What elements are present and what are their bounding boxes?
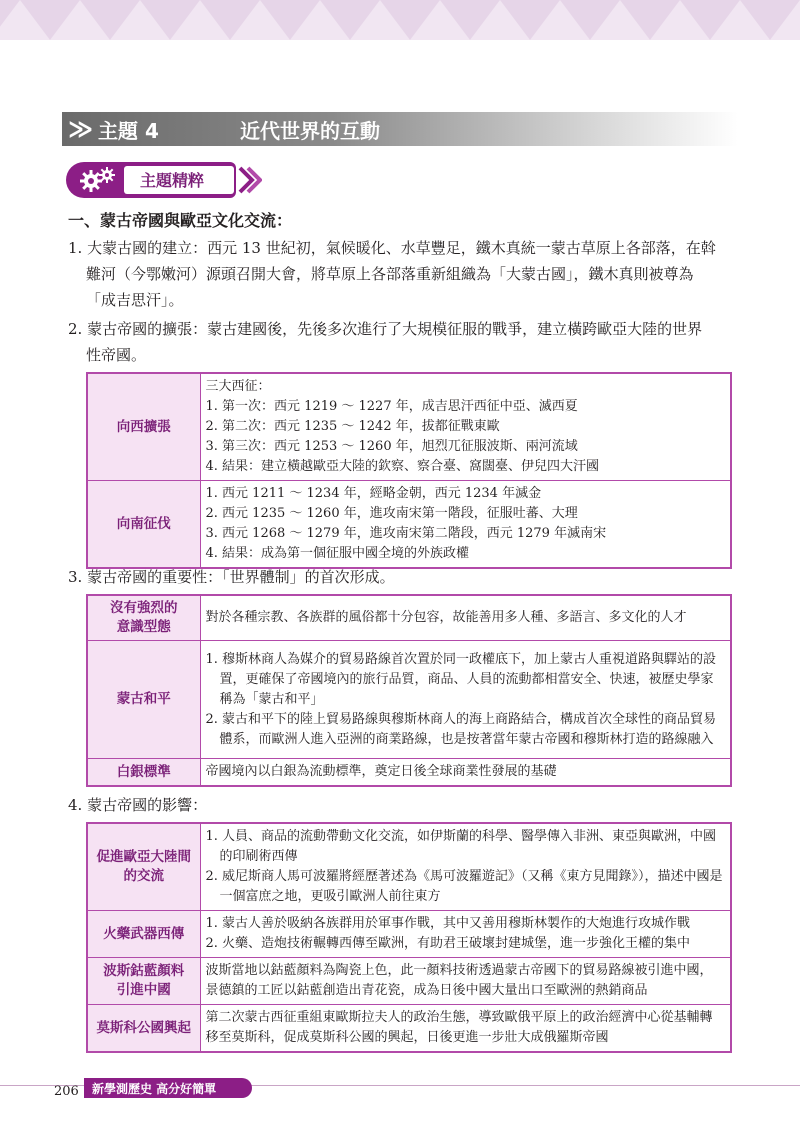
content-line: 三大西征： (205, 379, 271, 394)
footer-book-tab (84, 1078, 252, 1098)
item-1 (68, 235, 716, 313)
expansion-table (86, 372, 732, 569)
header-triangle-decoration (470, 0, 530, 40)
row-content (200, 823, 731, 911)
content-para: 2. 威尼斯商人馬可波羅將經歷著述為《馬可波羅遊記》（又稱《東方見聞錄》），描述中國是一個富庶之地，更吸引歐洲人前往東方 (205, 869, 723, 904)
header-band (0, 0, 800, 40)
table-row (87, 958, 731, 1005)
section-badge (66, 158, 258, 202)
header-triangle-decoration (170, 0, 230, 40)
content-line: 2. 第二次：西元 1235 ～ 1242 年，拔都征戰東歐 (205, 419, 500, 434)
content-para: 對於各種宗教、各族群的風俗都十分包容，故能善用多人種、多語言、多文化的人才 (205, 610, 687, 625)
row-key (87, 958, 200, 1005)
topic-number: 主題 4 (98, 119, 159, 143)
double-chevron-icon: ≫ (68, 115, 87, 143)
content-para: 帝國境內以白銀為流動標準，奠定日後全球商業性發展的基礎 (205, 764, 557, 779)
row-key (87, 823, 200, 911)
row-content (200, 958, 731, 1005)
table-row (87, 373, 731, 481)
content-line: 1. 西元 1211 ～ 1234 年，經略金朝，西元 1234 年滅金 (205, 486, 542, 501)
item-2 (68, 316, 702, 368)
content-line: 2. 西元 1235 ～ 1260 年，進攻南宋第一階段，征服吐蕃、大理 (205, 506, 578, 521)
row-key: 向南征伐 (87, 481, 200, 569)
row-key (87, 1005, 200, 1053)
row-content (200, 595, 731, 641)
content-para: 1. 穆斯林商人為媒介的貿易路線首次置於同一政權底下，加上蒙古人重視道路與驛站的設置，更確保了帝國境內的旅行品質，商品、人員的流動都相當安全、快速，被歷史學家稱為「蒙古和平」 (205, 651, 717, 707)
item-2-line: 2. 蒙古帝國的擴張：蒙古建國後，先後多次進行了大規模征服的戰爭，建立橫跨歐亞大陸的世界 (68, 320, 703, 338)
table-row (87, 759, 731, 787)
table-row (87, 911, 731, 958)
key-line: 沒有強烈的 (110, 600, 178, 616)
header-triangle-decoration (650, 0, 710, 40)
table-row (87, 595, 731, 641)
topic-title: 近代世界的互動 (240, 119, 380, 143)
badge-label: 主題精粹 (140, 171, 205, 190)
row-content (200, 1005, 731, 1053)
section-heading: 一、蒙古帝國與歐亞文化交流： (68, 211, 293, 230)
content-para: 2. 火藥、造炮技術輾轉西傳至歐洲，有助君王破壞封建城堡，進一步強化王權的集中 (205, 936, 691, 951)
importance-table (86, 594, 732, 787)
header-triangle-decoration (230, 0, 290, 40)
content-para: 2. 蒙古和平下的陸上貿易路線與穆斯林商人的海上商路結合，構成首次全球性的商品貿易體系，而歐洲人進入亞洲的商業路線，也是按著當年蒙古帝國和穆斯林打造的路線融入 (205, 711, 717, 747)
item-2-line: 性帝國。 (86, 346, 147, 364)
row-key (87, 911, 200, 958)
key-line: 波斯鈷藍顏料 (103, 963, 185, 979)
row-content (200, 641, 731, 759)
topic-heading (62, 112, 738, 146)
row-content (200, 481, 731, 569)
header-triangle-decoration (0, 0, 50, 40)
table-row (87, 641, 731, 759)
book-title: 新學測歷史 高分好簡單 (92, 1082, 217, 1096)
page-number: 206 (54, 1084, 79, 1099)
row-content (200, 373, 731, 481)
row-key (87, 641, 200, 759)
row-key: 向西擴張 (87, 373, 200, 481)
item-3: 3. 蒙古帝國的重要性：「世界體制」的首次形成。 (68, 568, 395, 586)
header-triangle-decoration (710, 0, 770, 40)
row-content (200, 911, 731, 958)
key-line: 引進中國 (116, 982, 171, 998)
row-content (200, 759, 731, 787)
key-line: 意識型態 (116, 619, 171, 635)
row-key (87, 759, 200, 787)
table-row (87, 823, 731, 911)
content-para: 1. 人員、商品的流動帶動文化交流，如伊斯蘭的科學、醫學傳入非洲、東亞與歐洲，中國的印刷術西傳 (205, 829, 717, 864)
header-triangle-decoration (410, 0, 470, 40)
chevron-right-icon (234, 164, 262, 196)
content-line: 1. 第一次：西元 1219 ～ 1227 年，成吉思汗西征中亞、滅西夏 (205, 399, 578, 414)
row-key (87, 595, 200, 641)
header-triangle-decoration (110, 0, 170, 40)
header-triangle-decoration (590, 0, 650, 40)
gears-icon (78, 166, 118, 194)
content-line: 3. 第三次：西元 1253 ～ 1260 年，旭烈兀征服波斯、兩河流域 (205, 439, 578, 454)
content-para: 第二次蒙古西征重組東歐斯拉夫人的政治生態，導致歐俄平原上的政治經濟中心從基輔轉移至莫斯科，促成莫斯科公國的興起，日後更進一步壯大成俄羅斯帝國 (205, 1010, 713, 1045)
header-triangle-decoration (350, 0, 410, 40)
content-line: 4. 結果：成為第一個征服中國全境的外族政權 (205, 546, 470, 561)
key-line: 的交流 (123, 868, 164, 884)
header-triangle-decoration (770, 0, 800, 40)
content-line: 4. 結果：建立橫越歐亞大陸的欽察、察合臺、窩闊臺、伊兒四大汗國 (205, 459, 600, 474)
key-line: 蒙古和平 (116, 691, 171, 707)
content-line: 3. 西元 1268 ～ 1279 年，進攻南宋第二階段，西元 1279 年滅南宋 (205, 526, 607, 541)
table-row (87, 1005, 731, 1053)
item-1-line: 「成吉思汗」。 (86, 291, 184, 309)
influence-table (86, 822, 732, 1053)
header-triangle-decoration (530, 0, 590, 40)
item-1-line: 1. 大蒙古國的建立：西元 13 世紀初，氣候暖化、水草豐足，鐵木真統一蒙古草原上各部落，在斡 (68, 239, 716, 257)
header-triangle-decoration (50, 0, 110, 40)
item-1-line: 難河（今鄂嫩河）源頭召開大會，將草原上各部落重新組織為「大蒙古國」，鐵木真則被尊為 (86, 265, 694, 283)
header-triangle-decoration (290, 0, 350, 40)
table-row (87, 481, 731, 569)
key-line: 促進歐亞大陸間 (96, 849, 191, 865)
key-line: 白銀標準 (116, 763, 171, 780)
content-para: 1. 蒙古人善於吸納各族群用於軍事作戰，其中又善用穆斯林製作的大炮進行攻城作戰 (205, 916, 691, 931)
key-line: 莫斯科公國興起 (96, 1019, 191, 1036)
item-4: 4. 蒙古帝國的影響： (68, 796, 208, 814)
content-para: 波斯當地以鈷藍顏料為陶瓷上色，此一顏料技術透過蒙古帝國下的貿易路線被引進中國，景德鎮的工匠以鈷藍創造出青花瓷，成為日後中國大量出口至歐洲的熱銷商品 (205, 963, 713, 998)
key-line: 火藥武器西傳 (103, 925, 185, 942)
